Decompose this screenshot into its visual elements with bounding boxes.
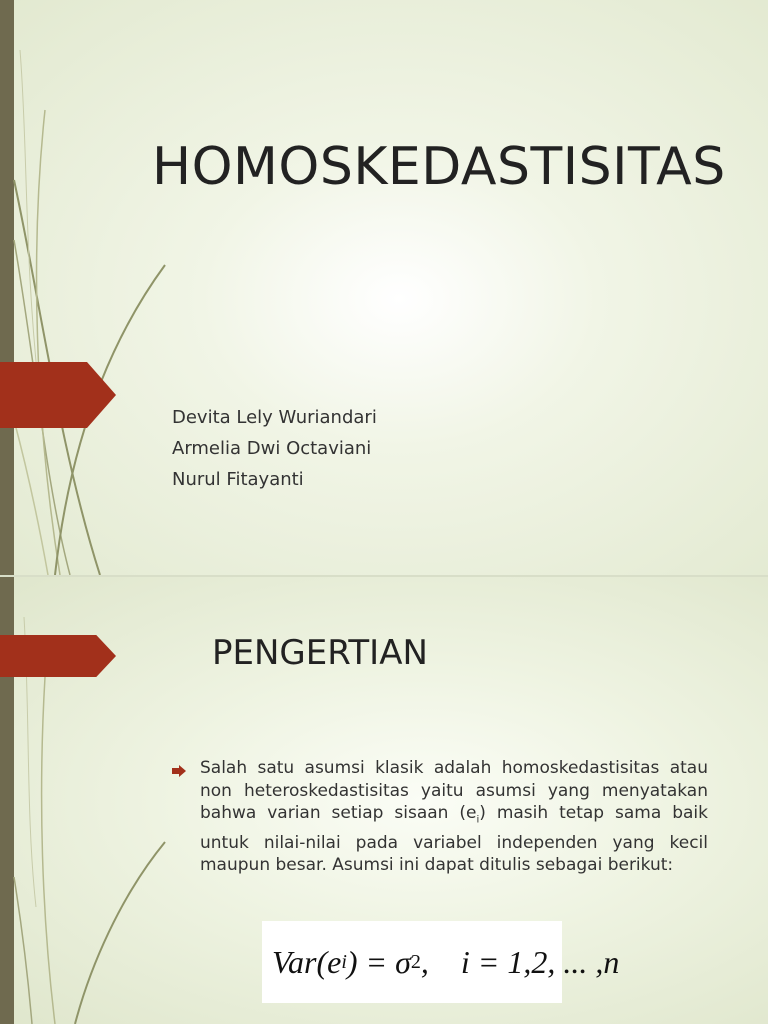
author-name: Devita Lely Wuriandari [172, 407, 377, 428]
paragraph-text: ) masih tetap sama baik untuk nilai-nilai pada variabel independen yang kecil maupun besar. Asumsi ini dapat ditulis sebagai berikut: [200, 803, 708, 876]
variance-formula [262, 921, 620, 1003]
arrow-bullet-icon [172, 765, 186, 777]
heading-accent-tag [0, 635, 116, 677]
definition-slide [0, 577, 768, 1024]
formula-part: ) = σ [346, 943, 411, 980]
definition-paragraph [200, 757, 708, 877]
formula-part: Var(e [272, 943, 342, 980]
paragraph-text: Salah satu asumsi klasik adalah homoskedastisitas atau non heteroskedastisitas yaitu asumsi yang menyatakan bahwa varian setiap sisaan (e [200, 758, 708, 823]
slide-title: HOMOSKEDASTISITAS [152, 137, 726, 197]
author-name: Nurul Fitayanti [172, 469, 304, 490]
author-name: Armelia Dwi Octaviani [172, 438, 372, 459]
author-list [172, 402, 377, 495]
grass-decoration [0, 0, 200, 575]
formula-part: , i = 1,2, ... ,n [420, 943, 620, 980]
formula-superscript: 2 [410, 950, 421, 973]
section-heading: PENGERTIAN [212, 633, 428, 673]
formula-subscript: i [341, 950, 347, 973]
paragraph-subscript: i [476, 814, 480, 826]
